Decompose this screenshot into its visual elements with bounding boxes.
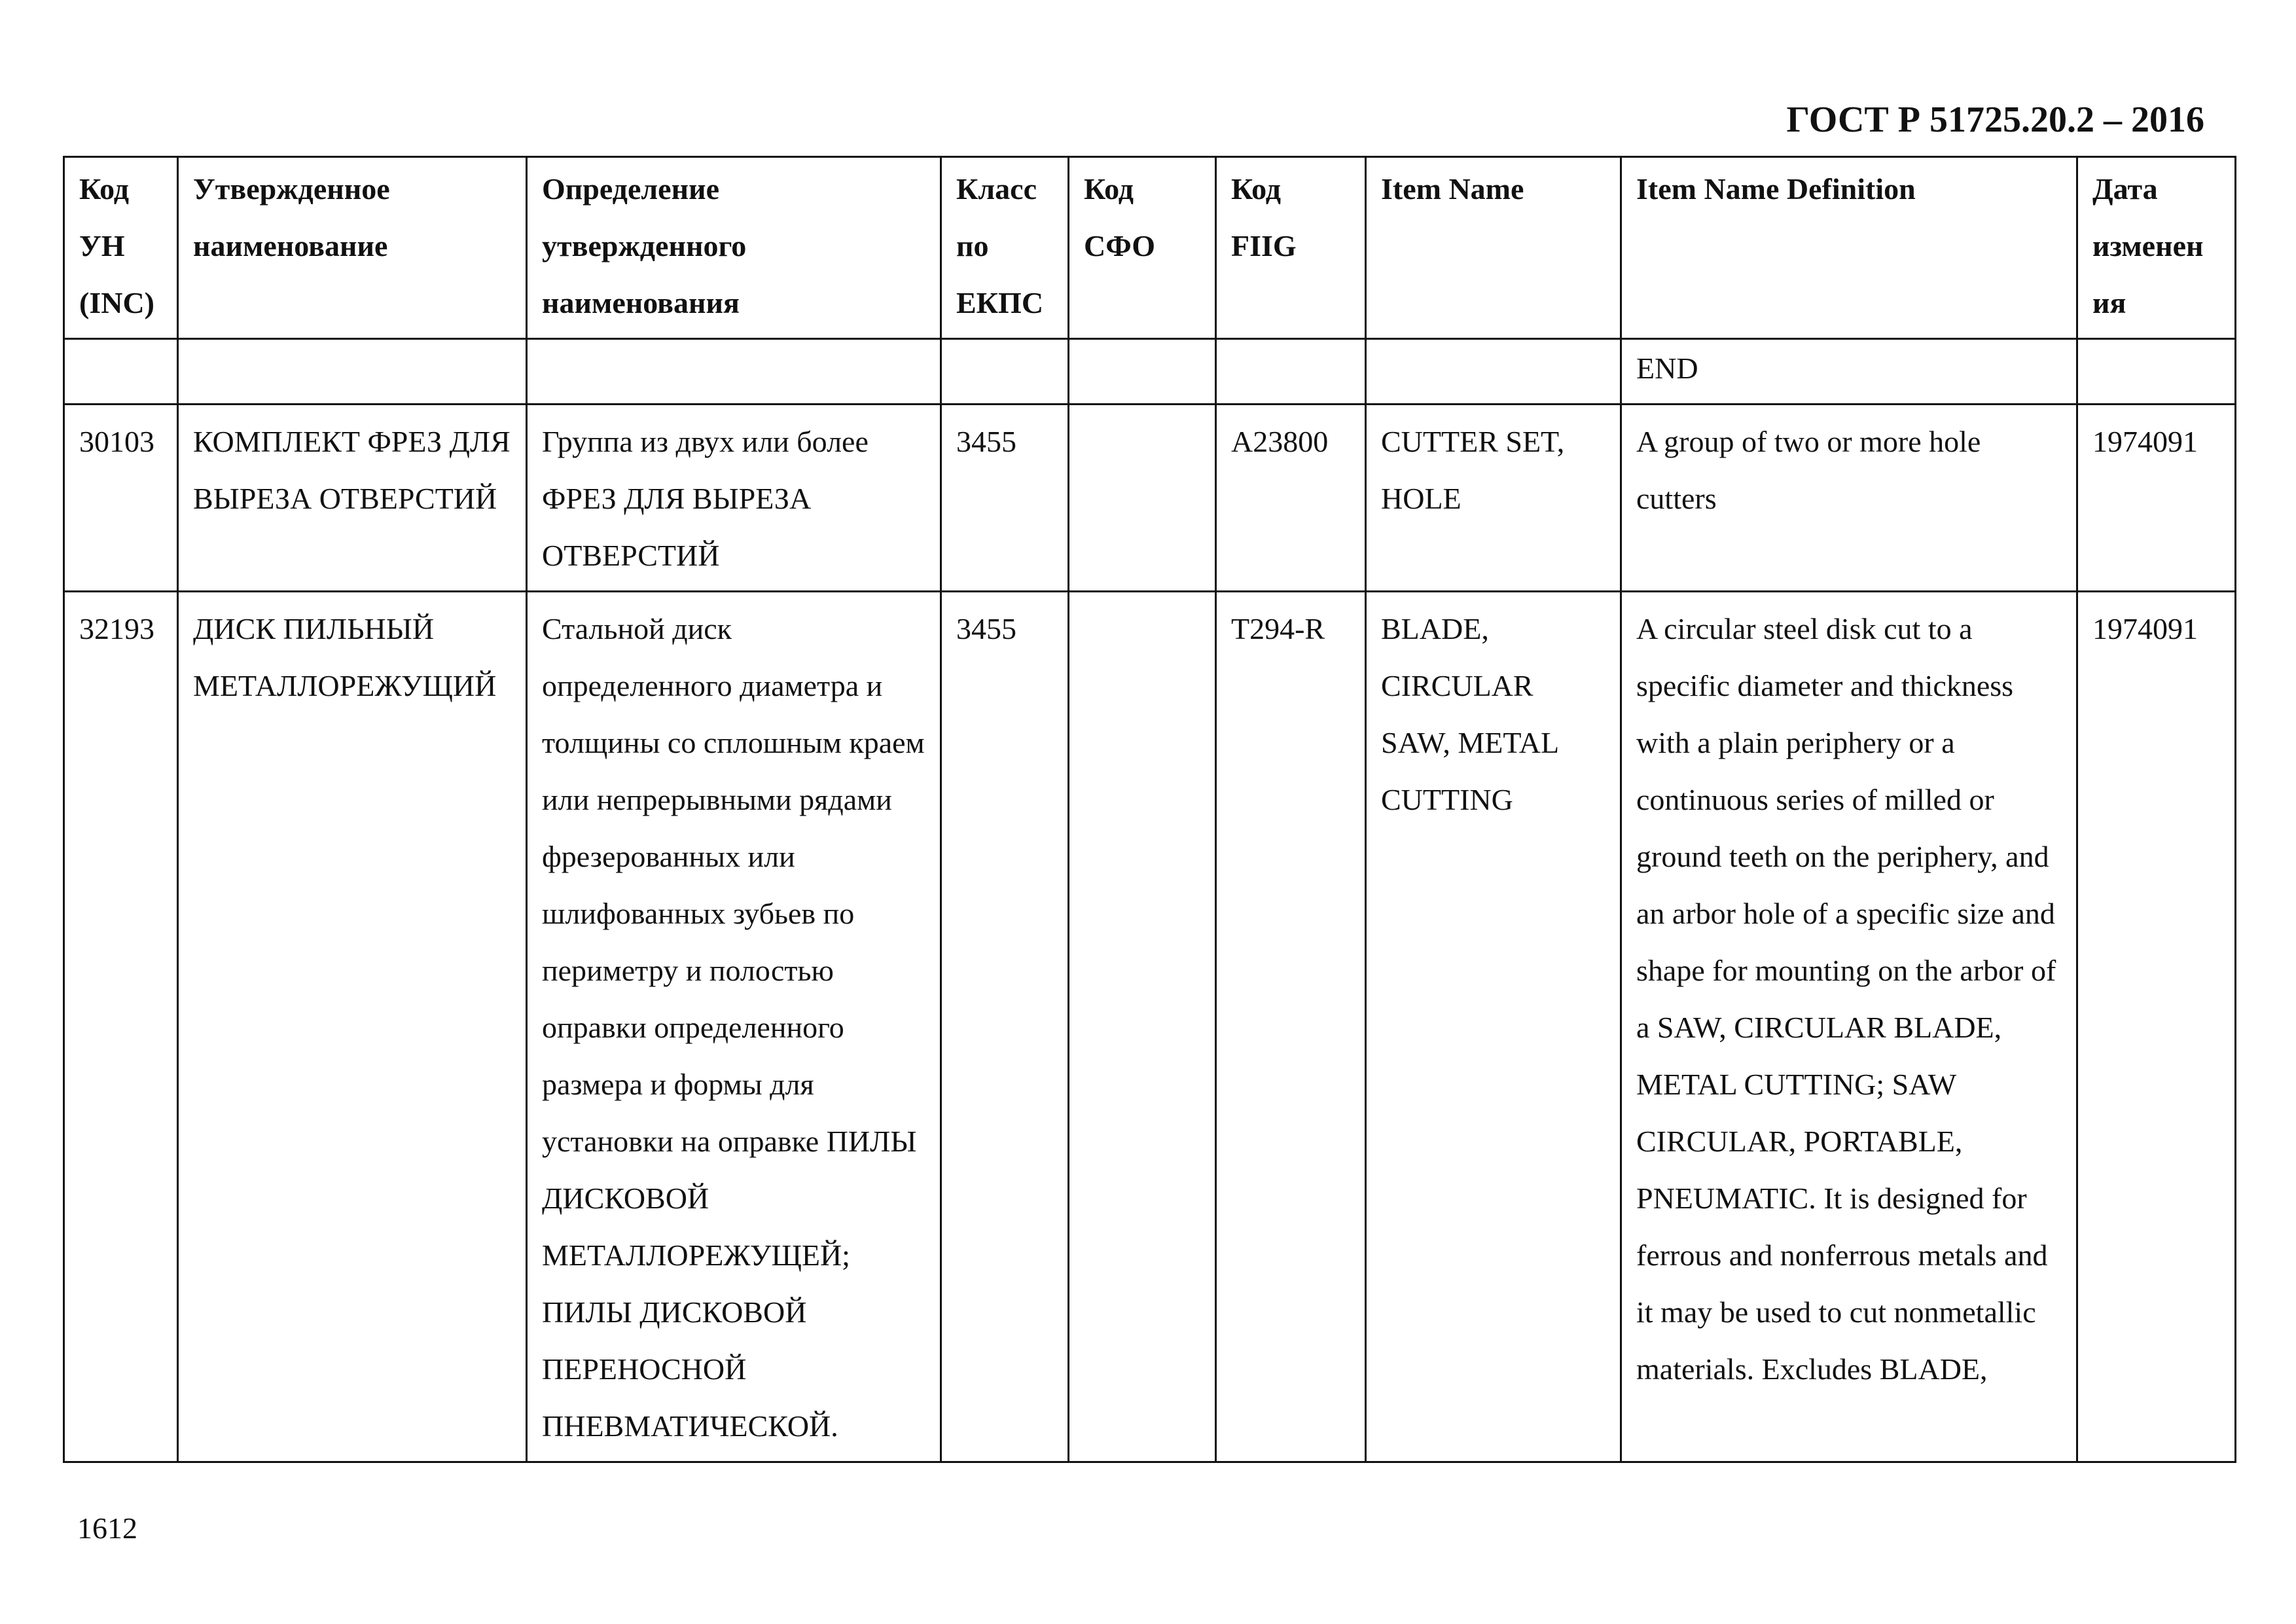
cell-class: 3455 (941, 405, 1069, 592)
table-cell (1069, 339, 1216, 405)
header-item-name: Item Name (1366, 157, 1621, 339)
header-inc: Код УН (INC) (64, 157, 178, 339)
header-sfo: Код СФО (1069, 157, 1216, 339)
header-approved-name: Утвержденное наименование (178, 157, 527, 339)
header-class: Класс по ЕКПС (941, 157, 1069, 339)
document-standard-header: ГОСТ Р 51725.20.2 – 2016 (1786, 99, 2204, 140)
table-row-continuation (64, 339, 2236, 405)
cell-definition: Стальной диск определенного диаметра и толщины со сплошным краем или непрерывными рядами фрезерованных или шлифованных зубьев по периметру и полостью оправки определенного размера и формы для установки на оправке ПИЛЫ ДИСКОВОЙ МЕТАЛЛОРЕЖУЩЕЙ; ПИЛЫ ДИСКОВОЙ ПЕРЕНОСНОЙ ПНЕВМАТИЧЕСКОЙ. (527, 592, 941, 1462)
cell-sfo (1069, 405, 1216, 592)
cell-item-name: CUTTER SET, HOLE (1366, 405, 1621, 592)
table-cell (1366, 339, 1621, 405)
table-cell (1216, 339, 1366, 405)
header-fiig: Код FIIG (1216, 157, 1366, 339)
cell-date: 1974091 (2077, 405, 2236, 592)
table-cell: END (1621, 339, 2077, 405)
cell-inc: 30103 (64, 405, 178, 592)
table-cell (178, 339, 527, 405)
cell-inc: 32193 (64, 592, 178, 1462)
header-item-definition: Item Name Definition (1621, 157, 2077, 339)
table-row (64, 405, 2236, 592)
table-cell (2077, 339, 2236, 405)
cell-class: 3455 (941, 592, 1069, 1462)
table-header-row (64, 157, 2236, 339)
cell-fiig: T294-R (1216, 592, 1366, 1462)
table-row (64, 592, 2236, 1462)
table-cell (64, 339, 178, 405)
table-cell (941, 339, 1069, 405)
cell-approved-name: КОМПЛЕКТ ФРЕЗ ДЛЯ ВЫРЕЗА ОТВЕРСТИЙ (178, 405, 527, 592)
cell-definition: Группа из двух или более ФРЕЗ ДЛЯ ВЫРЕЗА ОТВЕРСТИЙ (527, 405, 941, 592)
cell-approved-name: ДИСК ПИЛЬНЫЙ МЕТАЛЛОРЕЖУЩИЙ (178, 592, 527, 1462)
header-definition: Определение утвержденного наименования (527, 157, 941, 339)
header-date: Дата изменен ия (2077, 157, 2236, 339)
cell-fiig: A23800 (1216, 405, 1366, 592)
table-cell (527, 339, 941, 405)
cell-item-definition: A group of two or more hole cutters (1621, 405, 2077, 592)
cell-item-definition: A circular steel disk cut to a specific diameter and thickness with a plain periphery or a continuous series of milled or ground teeth on the periphery, and an arbor hole of a specific size and shape for mounting on the arbor of a SAW, CIRCULAR BLADE, METAL CUTTING; SAW CIRCULAR, PORTABLE, PNEUMATIC. It is designed for ferrous and nonferrous metals and it may be used to cut nonmetallic materials. Excludes BLADE, (1621, 592, 2077, 1462)
nomenclature-table (63, 156, 2236, 1463)
cell-item-name: BLADE, CIRCULAR SAW, METAL CUTTING (1366, 592, 1621, 1462)
cell-date: 1974091 (2077, 592, 2236, 1462)
cell-sfo (1069, 592, 1216, 1462)
page-number: 1612 (77, 1511, 137, 1545)
